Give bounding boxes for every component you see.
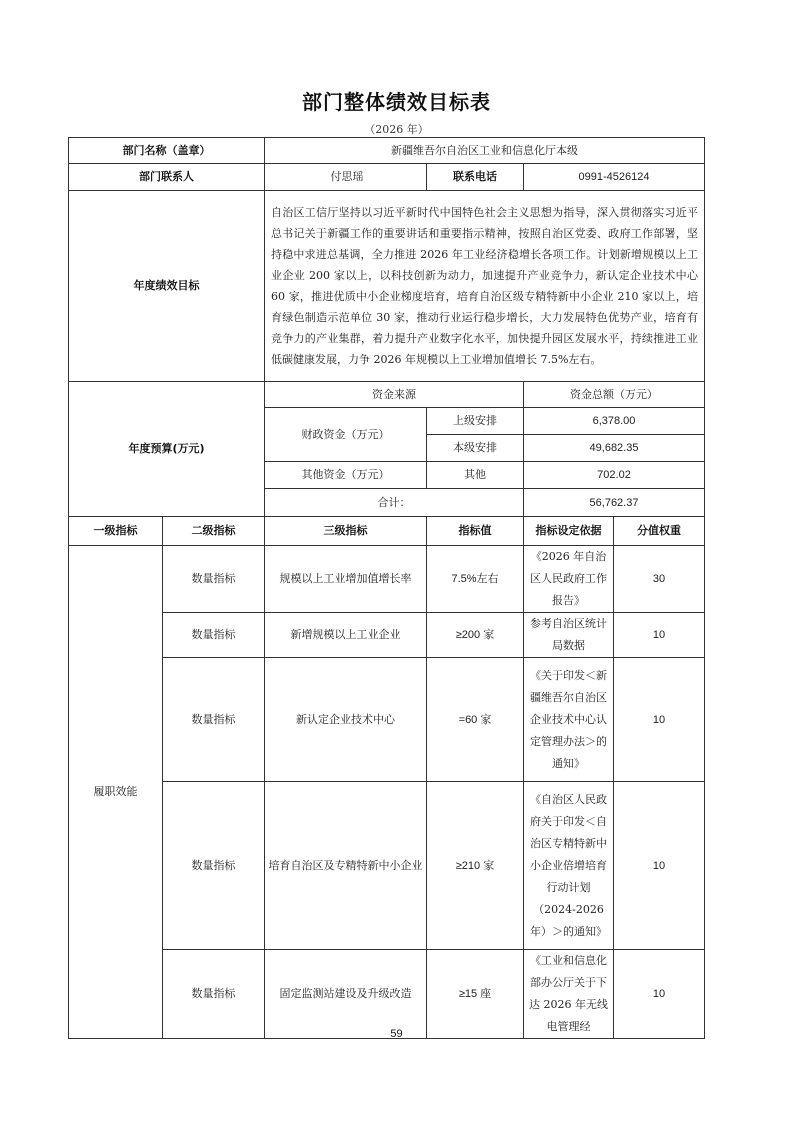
level2-indicator: 数量指标 <box>163 950 265 1039</box>
other-amount: 702.02 <box>524 462 705 489</box>
indicator-basis: 《2026 年自治区人民政府工作报告》 <box>524 546 614 613</box>
budget-label: 年度预算(万元) <box>69 382 265 517</box>
total-amount: 56,762.37 <box>524 489 705 517</box>
indicator-weight: 30 <box>614 546 705 613</box>
document-title: 部门整体绩效目标表 <box>302 90 491 114</box>
level2-indicator: 数量指标 <box>163 613 265 658</box>
annual-goal-row <box>69 191 705 382</box>
indicator-value: ≥200 家 <box>427 613 524 658</box>
level3-indicator: 规模以上工业增加值增长率 <box>265 546 427 613</box>
level3-indicator: 新增规模以上工业企业 <box>265 613 427 658</box>
indicator-row <box>69 546 705 613</box>
budget-amount: 49,682.35 <box>524 435 705 462</box>
budget-sub-label: 上级安排 <box>427 408 524 435</box>
other-sub-label: 其他 <box>427 462 524 489</box>
col-header-basis: 指标设定依据 <box>524 517 614 546</box>
budget-sub-label: 本级安排 <box>427 435 524 462</box>
budget-amount: 6,378.00 <box>524 408 705 435</box>
indicator-basis: 《工业和信息化部办公厅关于下达 2026 年无线电管理经 <box>524 950 614 1039</box>
phone-value: 0991-4526124 <box>524 164 705 191</box>
contact-row <box>69 164 705 191</box>
other-fund-label: 其他资金（万元） <box>265 462 427 489</box>
annual-goal-label: 年度绩效目标 <box>69 191 265 382</box>
level3-indicator: 培育自治区及专精特新中小企业 <box>265 782 427 950</box>
indicator-weight: 10 <box>614 782 705 950</box>
indicator-weight: 10 <box>614 613 705 658</box>
phone-label: 联系电话 <box>427 164 524 191</box>
performance-target-table <box>68 137 705 1039</box>
indicator-value: ≥15 座 <box>427 950 524 1039</box>
indicator-header-row <box>69 517 705 546</box>
level2-indicator: 数量指标 <box>163 782 265 950</box>
col-header-level1: 一级指标 <box>69 517 163 546</box>
annual-goal-text: 自治区工信厅坚持以习近平新时代中国特色社会主义思想为指导，深入贯彻落实习近平总书记关于新疆工作的重要讲话和重要指示精神，按照自治区党委、政府工作部署，坚持稳中求进总基调，全力推进 2026 年工业经济稳增长各项工作。计划新增规模以上工业企业 200 家以上，以科技创新为动力，加速提升产业竞争力，新认定企业技术中心 60 家，推进优质中小企业梯度培育，培育自治区级专精特新中小企业 210 家以上，培育绿色制造示范单位 30 家，推动行业运行稳步增长，大力发展特色优势产业，培育有竞争力的产业集群，着力提升产业数字化水平，加快提升园区发展水平，持续推进工业低碳健康发展，力争 2026 年规模以上工业增加值增长 7.5%左右。 <box>265 191 705 382</box>
contact-label: 部门联系人 <box>69 164 265 191</box>
indicator-row <box>69 950 705 1039</box>
contact-value: 付思瑶 <box>265 164 427 191</box>
dept-name-row <box>69 138 705 164</box>
indicator-row <box>69 658 705 782</box>
indicator-weight: 10 <box>614 658 705 782</box>
indicator-row <box>69 782 705 950</box>
indicator-row <box>69 613 705 658</box>
indicator-basis: 《关于印发＜新疆维吾尔自治区企业技术中心认定管理办法＞的通知》 <box>524 658 614 782</box>
level3-indicator: 固定监测站建设及升级改造 <box>265 950 427 1039</box>
document-year: （2026 年） <box>364 123 429 136</box>
col-header-level2: 二级指标 <box>163 517 265 546</box>
level3-indicator: 新认定企业技术中心 <box>265 658 427 782</box>
col-header-value: 指标值 <box>427 517 524 546</box>
total-label: 合计： <box>265 489 524 517</box>
indicator-basis: 《自治区人民政府关于印发＜自治区专精特新中小企业倍增培育行动计划（2024-2026 年）＞的通知》 <box>524 782 614 950</box>
col-header-level3: 三级指标 <box>265 517 427 546</box>
dept-name-label: 部门名称（盖章） <box>69 138 265 164</box>
budget-header-row <box>69 382 705 408</box>
indicator-value: 7.5%左右 <box>427 546 524 613</box>
indicator-value: =60 家 <box>427 658 524 782</box>
dept-name-value: 新疆维吾尔自治区工业和信息化厅本级 <box>265 138 705 164</box>
level2-indicator: 数量指标 <box>163 546 265 613</box>
indicator-basis: 参考自治区统计局数据 <box>524 613 614 658</box>
indicator-weight: 10 <box>614 950 705 1039</box>
level2-indicator: 数量指标 <box>163 658 265 782</box>
indicator-value: ≥210 家 <box>427 782 524 950</box>
fund-amount-header: 资金总额（万元） <box>524 382 705 408</box>
fund-source-header: 资金来源 <box>265 382 524 408</box>
page-number: 59 <box>390 1028 403 1040</box>
level1-indicator: 履职效能 <box>69 546 163 1039</box>
col-header-weight: 分值权重 <box>614 517 705 546</box>
fiscal-fund-label: 财政资金（万元） <box>265 408 427 462</box>
